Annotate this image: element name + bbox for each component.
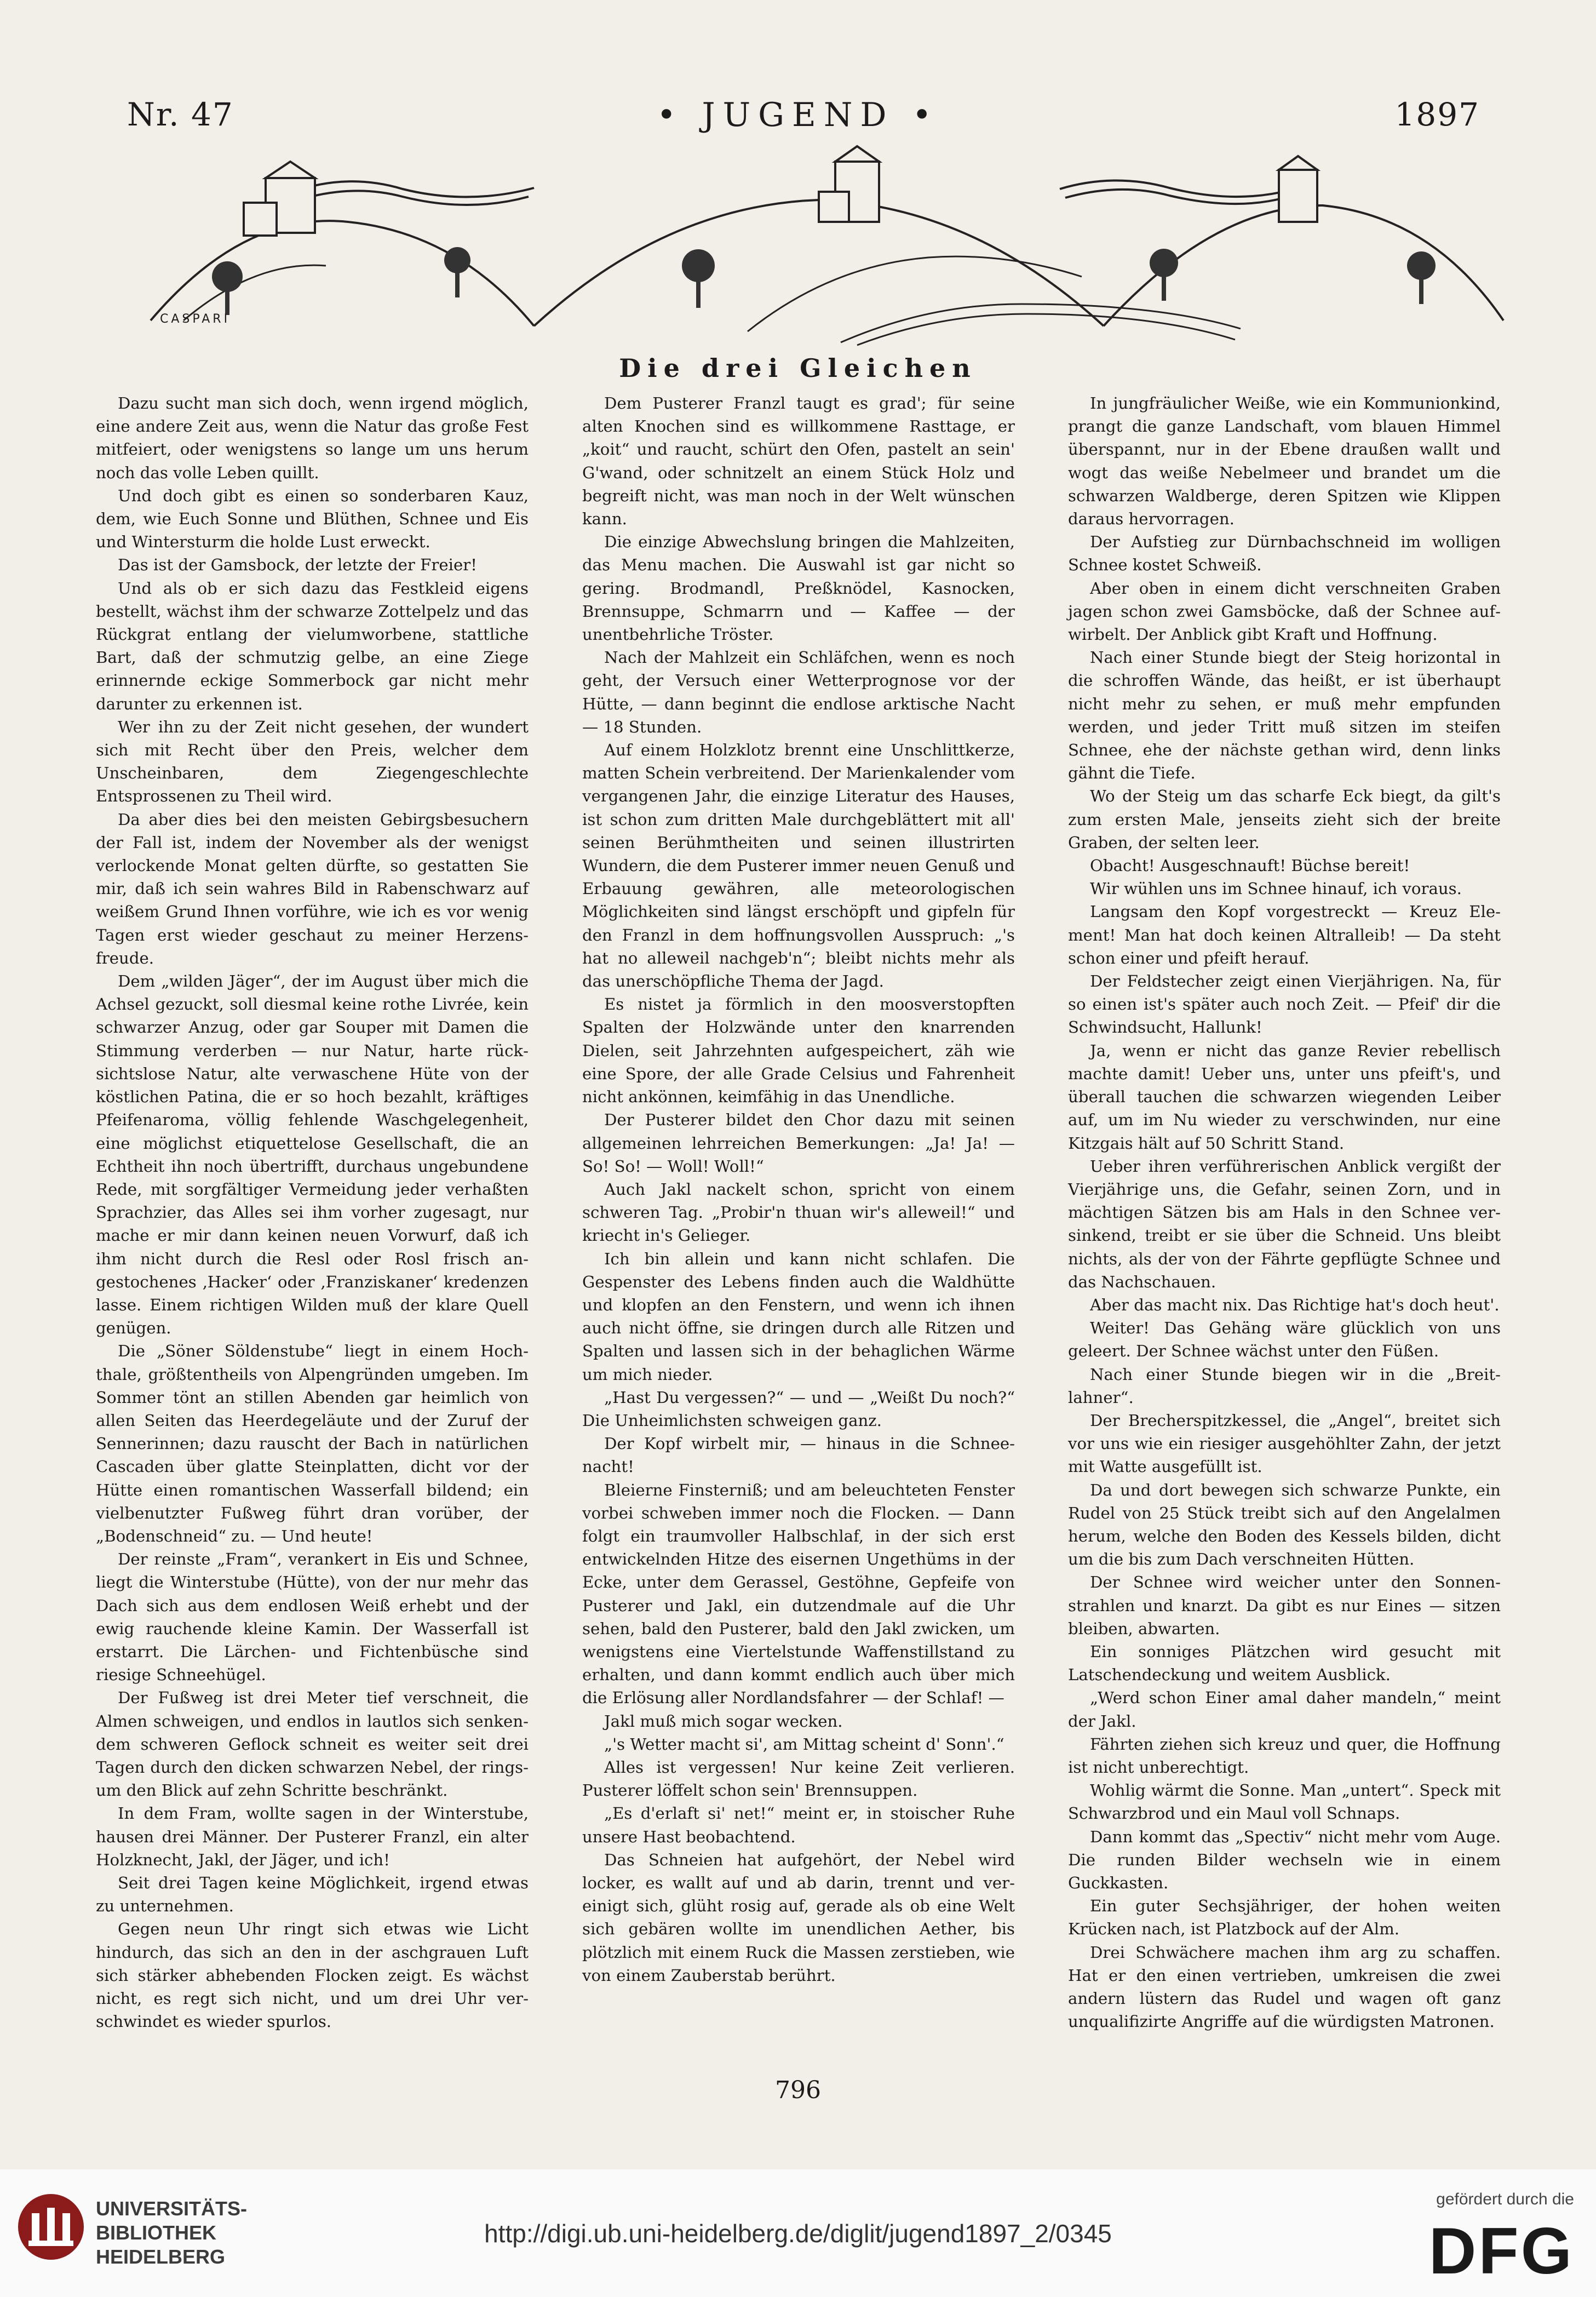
paragraph: Das Schneien hat aufgehört, der Nebel wird locker, es wallt auf und ab darin, trennt und vereinigt sich, glüht rosig auf, gerade als ob eine Welt sich gebären wollte im unendlichen Aether, bis plötzlich mit einem Ruck die Massen zerstieben, wie von einem Zauberstab berührt. xyxy=(582,1850,1015,1985)
paragraph: Es nistet ja förmlich in den moosverstopften Spalten der Holzwände unter den knarrenden Dielen, seit Jahrzehnten aufgespeichert, zäh wie eine Spore, der alle Grade Celsius und Fahrenheit nicht ankönnen, keimfähig in das Unendliche. xyxy=(582,995,1015,1107)
paragraph: Wer ihn zu der Zeit nicht gesehen, der wundert sich mit Recht über den Preis, welcher dem Unscheinbaren, dem Ziegengeschlechte Entsprossenen zu Theil wird. xyxy=(96,717,529,806)
paragraph: „Werd schon Einer amal daher mandeln,“ meint der Jakl. xyxy=(1068,1688,1501,1731)
paragraph: Bleierne Finsterniß; und am beleuchteten Fenster vorbei schweben immer noch die Flocken. — Dann folgt ein traumvoller Halbschlaf, in der sich erst entwickelnden Hitze des eisernen Ungethüms in der Ecke, unter dem Gerassel, Gestöhne, Gepfeife von Pusterer und Jakl, ein dutzendmale auf die Uhr sehen, bald den Pusterer, bald den Jakl zwicken, um wenigstens eine Viertelstunde Waffenstillstand zu erhalten, und dann kommt endlich auch über mich die Erlösung aller Nordlandsfahrer — der Schlaf! — xyxy=(582,1480,1015,1708)
article-title: Die drei Gleichen xyxy=(619,353,977,383)
text-column-3 xyxy=(1068,392,1501,2031)
institution-line-2: BIBLIOTHEK xyxy=(96,2221,216,2244)
paragraph: Nach einer Stunde biegen wir in die „Breitlahner“. xyxy=(1068,1365,1501,1407)
paragraph: Dazu sucht man sich doch, wenn irgend möglich, eine andere Zeit aus, wenn die Natur das große Fest mitfeiert, oder wenigstens so lange um uns herum noch das volle Leben quillt. xyxy=(96,394,529,482)
magazine-title: • JUGEND • xyxy=(657,96,939,134)
paragraph: Und als ob er sich dazu das Festkleid eigens bestellt, wächst ihm der schwarze Zottelpelz und das Rückgrat entlang der vielumworbene, stattliche Bart, daß der schmutzig gelbe, an eine Ziege erinnernde eckige Sommerbock gar nicht mehr darunter zu erkennen ist. xyxy=(96,578,529,713)
paragraph: Ich bin allein und kann nicht schlafen. Die Gespenster des Lebens finden auch die Waldhütte und klopfen an den Fenstern, und wenn ich ihnen auch nicht öffne, sie dringen durch alle Ritzen und Spalten und lassen sich in der behaglichen Wärme um mich nieder. xyxy=(582,1249,1015,1384)
institution-line-1: UNIVERSITÄTS- xyxy=(96,2197,248,2220)
paragraph: Aber oben in einem dicht verschneiten Graben jagen schon zwei Gamsböcke, daß der Schnee aufwirbelt. Der Anblick gibt Kraft und Hoffnung. xyxy=(1068,578,1501,644)
paragraph: Der Fußweg ist drei Meter tief verschneit, die Almen schweigen, und endlos in lautlos sich senkendem schweren Geflock schneit es weiter seit drei Tagen durch den dicken schwarzen Nebel, der ringsum den Blick auf zehn Schritte beschränkt. xyxy=(96,1688,529,1800)
text-column-2 xyxy=(582,392,1015,1991)
paragraph: Auf einem Holzklotz brennt eine Unschlittkerze, matten Schein verbreitend. Der Marienkalender vom vergangenen Jahr, die einzige Literatur des Hauses, ist schon zum dritten Male durchgeblättert mit all' seinen Berühmtheiten und seinen illustrirten Wundern, die dem Pusterer immer neuen Genuß und Erbauung gewähren, alle meteorologischen Möglichkeiten sind längst erschöpft und gipfeln für den Franzl in dem hoffnungsvollen Ausspruch: „'s hat no alleweil nachgeb'n“; bleibt nichts mehr als das unerschöpfliche Thema der Jagd. xyxy=(582,741,1015,991)
paragraph: Dem Pusterer Franzl taugt es grad'; für seine alten Knochen sind es willkommene Rasttage, er „koit“ und raucht, schürt den Ofen, pastelt an sein' G'wand, oder schnitzelt an einem Stück Holz und begreift nicht, was man noch in der Welt wünschen kann. xyxy=(582,394,1015,529)
issue-number: Nr. 47 xyxy=(127,96,234,133)
paragraph: Das ist der Gamsbock, der letzte der Freier! xyxy=(118,555,477,575)
digital-library-footer xyxy=(0,2169,1596,2297)
paragraph: Und doch gibt es einen so sonderbaren Kauz, dem, wie Euch Sonne und Blüthen, Schnee und Eis und Wintersturm die holde Lust erweckt. xyxy=(96,486,529,552)
paragraph: Ein sonniges Plätzchen wird gesucht mit Latschendeckung und weitem Ausblick. xyxy=(1068,1642,1501,1685)
paragraph: Langsam den Kopf vorgestreckt — Kreuz Element! Man hat doch keinen Altralleib! — Da steht schon einer und pfeift herauf. xyxy=(1068,902,1501,967)
paragraph: Der Aufstieg zur Dürnbachschneid im wolligen Schnee kostet Schweiß. xyxy=(1068,532,1501,575)
paragraph: Dem „wilden Jäger“, der im August über mich die Achsel gezuckt, soll diesmal keine rothe Livrée, kein schwarzer Anzug, oder gar Souper mit Damen die Stimmung verderben — nur Natur, harte rücksichtslose Natur, alte verwaschene Hüte von der köstlichen Patina, die er so hoch bezahlt, kräftiges Pfeifenaroma, völlig fehlende Waschgelegenheit, eine möglichst etiquettelose Gesellschaft, die an Echtheit ihn noch übertrifft, durchaus ungebundene Rede, mit sorgfältiger Vermeidung jeder verhaßten Sprachzier, das Alles sei ihm vorher zugesagt, nur mache er mir dann keinen neuen Vorwurf, daß ich ihm nicht durch die Resl oder Rosl frisch angestochenes ‚Hacker‘ oder ‚Franziskaner‘ kredenzen lasse. Einem richtigen Wilden muß der klare Quell genügen. xyxy=(96,972,529,1338)
paragraph: Seit drei Tagen keine Möglichkeit, irgend etwas zu unternehmen. xyxy=(96,1874,529,1916)
paragraph: Obacht! Ausgeschnauft! Büchse bereit! xyxy=(1090,856,1410,875)
paragraph: Da und dort bewegen sich schwarze Punkte, ein Rudel von 25 Stück treibt sich auf den Angelalmen herum, welche den Boden des Kessels bilden, dicht um die bis zum Dach verschneiten Hütten. xyxy=(1068,1480,1501,1569)
paragraph: Dann kommt das „Spectiv“ nicht mehr vom Auge. Die runden Bilder wechseln wie in einem Guckkasten. xyxy=(1068,1827,1501,1892)
paragraph: Der Kopf wirbelt mir, — hinaus in die Schneenacht! xyxy=(582,1434,1015,1476)
paragraph: Nach der Mahlzeit ein Schläfchen, wenn es noch geht, der Versuch einer Wetterprognose vor der Hütte, — dann beginnt die endlose arktische Nacht — 18 Stunden. xyxy=(582,648,1015,736)
paragraph: Gegen neun Uhr ringt sich etwas wie Licht hindurch, das sich an den in der aschgrauen Luft sich stärker abhebenden Flocken zeigt. Es wächst nicht, es regt sich nicht, und um drei Uhr verschwindet es wieder spurlos. xyxy=(96,1920,529,2031)
paragraph: Wohlig wärmt die Sonne. Man „untert“. Speck mit Schwarzbrod und ein Maul voll Schnaps. xyxy=(1068,1781,1501,1823)
paragraph: Der reinste „Fram“, verankert in Eis und Schnee, liegt die Winterstube (Hütte), von der nur mehr das Dach sich aus dem endlosen Weiß erhebt und der ewig rauchende kleine Kamin. Der Wasserfall ist erstarrt. Die Lärchen- und Fichtenbüsche sind riesige Schneehügel. xyxy=(96,1550,529,1685)
paragraph: „Hast Du vergessen?“ — und — „Weißt Du noch?“ Die Unheimlichsten schweigen ganz. xyxy=(582,1388,1015,1430)
issue-year: 1897 xyxy=(1394,96,1480,133)
paragraph: Fährten ziehen sich kreuz und quer, die Hoffnung ist nicht unberechtigt. xyxy=(1068,1734,1501,1777)
permalink-url[interactable]: http://digi.ub.uni-heidelberg.de/diglit/jugend1897_2/0345 xyxy=(484,2219,1112,2248)
institution-line-3: HEIDELBERG xyxy=(96,2246,226,2268)
paragraph: Drei Schwächere machen ihm arg zu schaffen. Hat er den einen vertrieben, umkreisen die zwei andern lüstern das Rudel und wagen oft ganz unqualifizirte Angriffe auf die würdigsten Matronen. xyxy=(1068,1943,1501,2031)
paragraph: Aber das macht nix. Das Richtige hat's doch heut'. xyxy=(1090,1295,1500,1314)
paragraph: Da aber dies bei den meisten Gebirgsbesuchern der Fall ist, indem der November als der wenigst verlockende Monat gelten dürfte, so gestatten Sie mir, daß ich sein wahres Bild in Rabenschwarz auf weißem Grund Ihnen vorführe, wie ich es vor wenig Tagen erst wieder geschaut zu meiner Herzensfreude. xyxy=(96,810,529,967)
paragraph: Der Brecherspitzkessel, die „Angel“, breitet sich vor uns wie ein riesiger ausgehöhlter Zahn, der jetzt mit Watte ausgefüllt ist. xyxy=(1068,1411,1501,1476)
funder-logo: DFG xyxy=(1428,2214,1574,2288)
paragraph: Der Pusterer bildet den Chor dazu mit seinen allgemeinen lehrreichen Bemerkungen: „Ja! Ja! — So! So! — Woll! Woll!“ xyxy=(582,1110,1015,1176)
paragraph: Ueber ihren verführerischen Anblick vergißt der Vierjährige uns, die Gefahr, seinen Zorn, und in mächtigen Sätzen bis am Hals in den Schnee versinkend, treibt er sie über die Schneid. Uns bleibt nichts, als der von der Fährte gepflügte Schnee und das Nachschauen. xyxy=(1068,1156,1501,1291)
paragraph: Ein guter Sechsjähriger, der hohen weiten Krücken nach, ist Platzbock auf der Alm. xyxy=(1068,1897,1501,1939)
paragraph: Auch Jakl nackelt schon, spricht von einem schweren Tag. „Probir'n thuan wir's alleweil!“ und kriecht in's Gelieger. xyxy=(582,1179,1015,1245)
paragraph: In dem Fram, wollte sagen in der Winterstube, hausen drei Männer. Der Pusterer Franzl, ein alter Holzknecht, Jakl, der Jäger, und ich! xyxy=(96,1804,529,1869)
paragraph: Die einzige Abwechslung bringen die Mahlzeiten, das Menu machen. Die Auswahl ist gar nicht so gering. Brodmandl, Preßknödel, Kasnocken, Brennsuppe, Schmarrn und — Kaffee — der unentbehrliche Tröster. xyxy=(582,532,1015,644)
paragraph: Der Schnee wird weicher unter den Sonnenstrahlen und knarzt. Da gibt es nur Eines — sitzen bleiben, abwarten. xyxy=(1068,1573,1501,1638)
paragraph: Alles ist vergessen! Nur keine Zeit verlieren. Pusterer löffelt schon sein' Brennsuppen. xyxy=(582,1757,1015,1800)
text-column-1 xyxy=(96,392,529,2031)
artist-signature: CASPARI xyxy=(160,312,231,326)
page-number: 796 xyxy=(775,2076,821,2104)
paragraph: Wo der Steig um das scharfe Eck biegt, da gilt's zum ersten Male, jenseits zieht sich der breite Graben, der selten leer. xyxy=(1068,787,1501,852)
paragraph: Wir wühlen uns im Schnee hinauf, ich voraus. xyxy=(1090,879,1462,898)
paragraph: In jungfräulicher Weiße, wie ein Kommunionkind, prangt die ganze Landschaft, vom blauen Himmel überspannt, nur in der Ebene draußen wallt und wogt das weiße Nebelmeer und brandet um die schwarzen Waldberge, deren Spitzen wie Klippen daraus hervorragen. xyxy=(1068,394,1501,529)
funded-by-label: gefördert durch die xyxy=(1436,2190,1574,2208)
landscape-vignette xyxy=(118,140,1525,345)
paragraph: Nach einer Stunde biegt der Steig horizontal in die schroffen Wände, das heißt, er ist überhaupt nicht mehr zu sehen, er muß mehr empfunden werden, und jeder Tritt muß sitzen im steifen Schnee, ehe der nächste gethan wird, denn links gähnt die Tiefe. xyxy=(1068,648,1501,783)
paragraph: Weiter! Das Gehäng wäre glücklich von uns geleert. Der Schnee wächst unter den Füßen. xyxy=(1068,1319,1501,1361)
paragraph: Der Feldstecher zeigt einen Vierjährigen. Na, für so einen ist's später auch noch Zeit. — Pfeif' dir die Schwindsucht, Hallunk! xyxy=(1068,972,1501,1037)
paragraph: Ja, wenn er nicht das ganze Revier rebellisch machte damit! Ueber uns, unter uns pfeift's, und überall tauchen die schwarzen wiegenden Leiber auf, um im Nu wieder zu verschwinden, nur eine Kitzgais hält auf 50 Schritt Stand. xyxy=(1068,1041,1501,1153)
paragraph: Die „Söner Söldenstube“ liegt in einem Hochthale, größtentheils von Alpengründen umgeben. Im Sommer tönt an stillen Abenden gar heimlich von allen Seiten das Heerdegeläute und der Zuruf der Sennerinnen; dazu rauscht der Bach in natürlichen Cascaden über glatte Steinplatten, dicht vor der Hütte einen romantischen Wasserfall bildend; ein vielbenutzter Fußweg führt dran vorüber, der „Bodenschneid“ zu. — Und heute! xyxy=(96,1342,529,1545)
paragraph: „'s Wetter macht si', am Mittag scheint d' Sonn'.“ xyxy=(604,1734,1004,1754)
paragraph: „Es d'erlaft si' net!“ meint er, in stoischer Ruhe unsere Hast beobachtend. xyxy=(582,1804,1015,1846)
paragraph: Jakl muß mich sogar wecken. xyxy=(604,1711,843,1731)
